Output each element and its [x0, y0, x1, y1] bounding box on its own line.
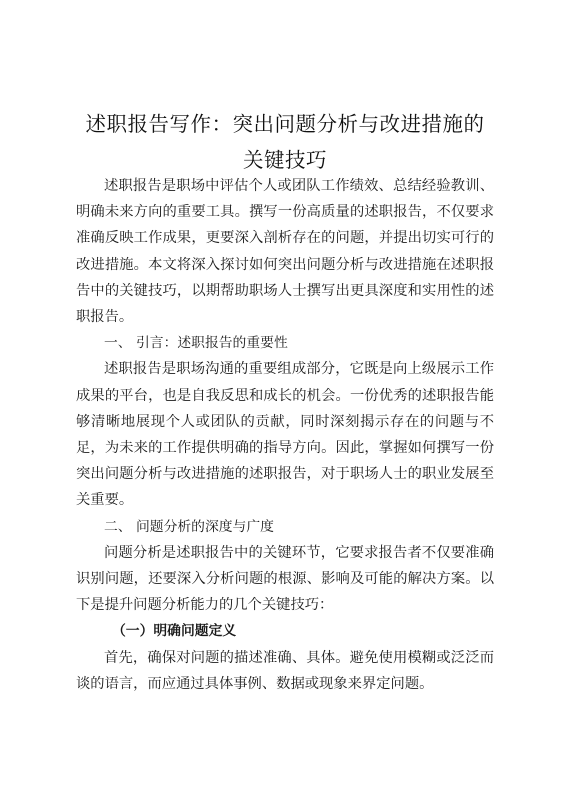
- title-line-2: 关键技巧: [243, 148, 327, 172]
- document-title: [60, 106, 510, 178]
- title-line-1: 述职报告写作：突出问题分析与改进措施的: [85, 112, 485, 136]
- section-1-paragraph: 述职报告是职场沟通的重要组成部分，它既是向上级展示工作成果的平台，也是自我反思和成长的机会。一份优秀的述职报告能够清晰地展现个人或团队的贡献，同时深刻揭示存在的问题与不足，为未来的工作提供明确的指导方向。因此，掌握如何撰写一份突出问题分析与改进措施的述职报告，对于职场人士的职业发展至关重要。: [76, 361, 494, 509]
- section-2-paragraph: 问题分析是述职报告中的关键环节，它要求报告者不仅要准确识别问题，还要深入分析问题的根源、影响及可能的解决方案。以下是提升问题分析能力的几个关键技巧：: [76, 544, 494, 614]
- subsection-1-paragraph: 首先，确保对问题的描述准确、具体。避免使用模糊或泛泛而谈的语言，而应通过具体事例、数据或现象来界定问题。: [76, 649, 494, 692]
- document-body: [76, 173, 494, 697]
- subsection-1-heading: （一）明确问题定义: [112, 623, 237, 640]
- section-1-heading: 一、 引言：述职报告的重要性: [104, 335, 288, 352]
- intro-paragraph: 述职报告是职场中评估个人或团队工作绩效、总结经验教训、明确未来方向的重要工具。撰写一份高质量的述职报告，不仅要求准确反映工作成果，更要深入剖析存在的问题，并提出切实可行的改进措施。本文将深入探讨如何突出问题分析与改进措施在述职报告中的关键技巧，以期帮助职场人士撰写出更具深度和实用性的述职报告。: [76, 178, 494, 326]
- section-2-heading: 二、 问题分析的深度与广度: [104, 518, 274, 535]
